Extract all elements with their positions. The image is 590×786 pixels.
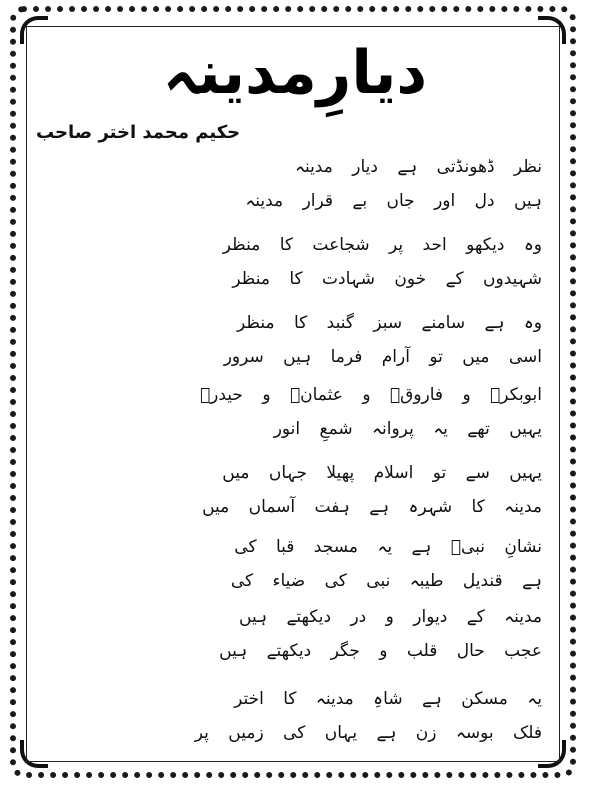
stanza [62,530,542,598]
stanza [62,306,542,374]
stanza [62,150,542,218]
poem-line: یہ مسکن ہے شاہِ مدینہ کا اختر [234,689,542,709]
poem-line: نظر ڈھونڈتی ہے دیار مدینہ [294,157,542,177]
stanza [62,456,542,524]
poem-line: ہے قندیل طیبہ نبی کی ضیاء کی [230,571,542,591]
poem-line: اسی میں تو آرام فرما ہیں سرور [223,347,542,367]
poem-line: وہ دیکھو احد پر شجاعت کا منظر [222,235,542,255]
poem-line: وہ ہے سامنے سبز گنبد کا منظر [237,313,542,333]
poem-line: مدینہ کا شہرہ ہے ہفت آسماں میں [202,497,542,517]
poem-line: نشانِ نبیؐ ہے یہ مسجد قبا کی [234,537,542,557]
stanza [62,682,542,750]
poem-line: فلک بوسہ زن ہے یہاں کی زمیں پر [194,723,542,743]
poem-line: شہیدوں کے خون شہادت کا منظر [232,269,542,289]
poem-line: یہیں سے تو اسلام پھیلا جہاں میں [222,463,542,483]
stanza [62,378,542,446]
poem-title: دیارِمدینہ [162,38,428,108]
poem-line: عجب حال قلب و جگر دیکھتے ہیں [219,641,542,661]
poem-line: مدینہ کے دیوار و در دیکھتے ہیں [239,607,542,627]
poem-line: ابوبکرؓ و فاروقؓ و عثمانؓ و حیدرؓ [199,385,542,405]
stanza [62,228,542,296]
poem-line: یہیں تھے یہ پروانہ شمعِ انور [273,419,542,439]
poem-line: ہیں دل اور جاں بے قرار مدینہ [245,191,542,211]
poem-author: حکیم محمد اختر صاحب [36,122,241,143]
stanza [62,600,542,668]
